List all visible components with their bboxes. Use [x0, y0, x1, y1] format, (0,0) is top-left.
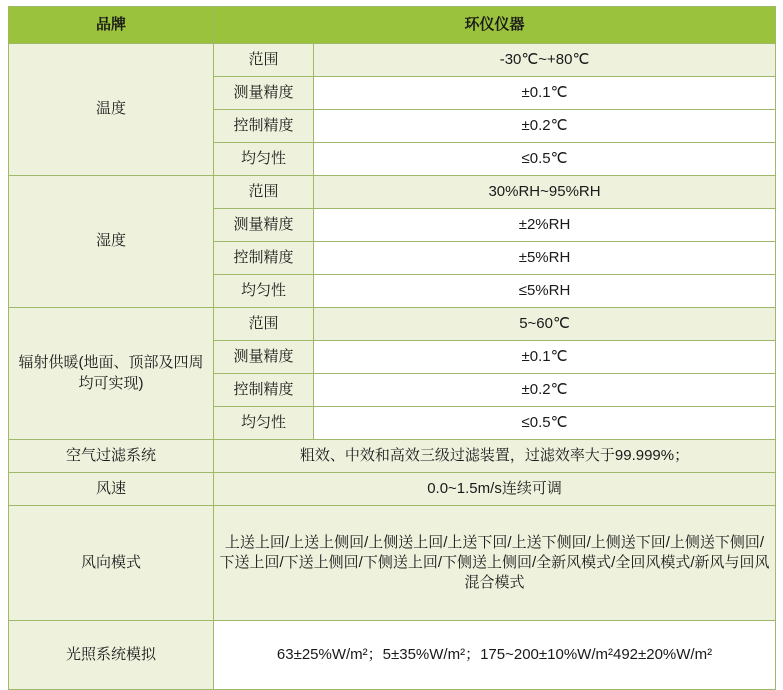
table-row: [9, 440, 776, 473]
param-value: 5~60℃: [314, 308, 776, 341]
wind-speed-value: 0.0~1.5m/s连续可调: [214, 473, 776, 506]
category-air-filtration: 空气过滤系统: [9, 440, 214, 473]
table-row: [9, 176, 776, 209]
table-row: [9, 44, 776, 77]
param-value: ≤0.5℃: [314, 143, 776, 176]
param-label: 控制精度: [214, 242, 314, 275]
table-header-row: [9, 7, 776, 44]
param-value: ±0.1℃: [314, 77, 776, 110]
param-label: 范围: [214, 308, 314, 341]
param-value: ≤5%RH: [314, 275, 776, 308]
param-value: ±0.2℃: [314, 110, 776, 143]
table-row: [9, 473, 776, 506]
param-value: 30%RH~95%RH: [314, 176, 776, 209]
air-filtration-value: 粗效、中效和高效三级过滤装置，过滤效率大于99.999%；: [214, 440, 776, 473]
table-row: [9, 308, 776, 341]
table-row: [9, 506, 776, 621]
param-label: 控制精度: [214, 374, 314, 407]
param-label: 均匀性: [214, 143, 314, 176]
param-value: ±5%RH: [314, 242, 776, 275]
category-light-simulation: 光照系统模拟: [9, 621, 214, 690]
category-humidity: 湿度: [9, 176, 214, 308]
light-simulation-value: 63±25%W/m²；5±35%W/m²；175~200±10%W/m²492±20%W/m²: [214, 621, 776, 690]
param-value: ±0.2℃: [314, 374, 776, 407]
param-value: -30℃~+80℃: [314, 44, 776, 77]
param-label: 测量精度: [214, 341, 314, 374]
category-airflow-mode: 风向模式: [9, 506, 214, 621]
param-label: 控制精度: [214, 110, 314, 143]
param-value: ±2%RH: [314, 209, 776, 242]
category-temperature: 温度: [9, 44, 214, 176]
table-row: [9, 621, 776, 690]
param-label: 均匀性: [214, 407, 314, 440]
param-value: ≤0.5℃: [314, 407, 776, 440]
category-wind-speed: 风速: [9, 473, 214, 506]
param-label: 范围: [214, 176, 314, 209]
specification-table: [8, 6, 776, 690]
param-value: ±0.1℃: [314, 341, 776, 374]
header-brand-value: 环仪仪器: [214, 7, 776, 44]
param-label: 范围: [214, 44, 314, 77]
airflow-mode-value: 上送上回/上送上侧回/上侧送上回/上送下回/上送下侧回/上侧送下回/上侧送下侧回/下送上回/下送上侧回/下侧送上回/下侧送上侧回/全新风模式/全回风模式/新风与回风混合模式: [214, 506, 776, 621]
param-label: 测量精度: [214, 209, 314, 242]
header-brand-label: 品牌: [9, 7, 214, 44]
param-label: 均匀性: [214, 275, 314, 308]
category-radiant-heating: 辐射供暖(地面、顶部及四周均可实现): [9, 308, 214, 440]
param-label: 测量精度: [214, 77, 314, 110]
